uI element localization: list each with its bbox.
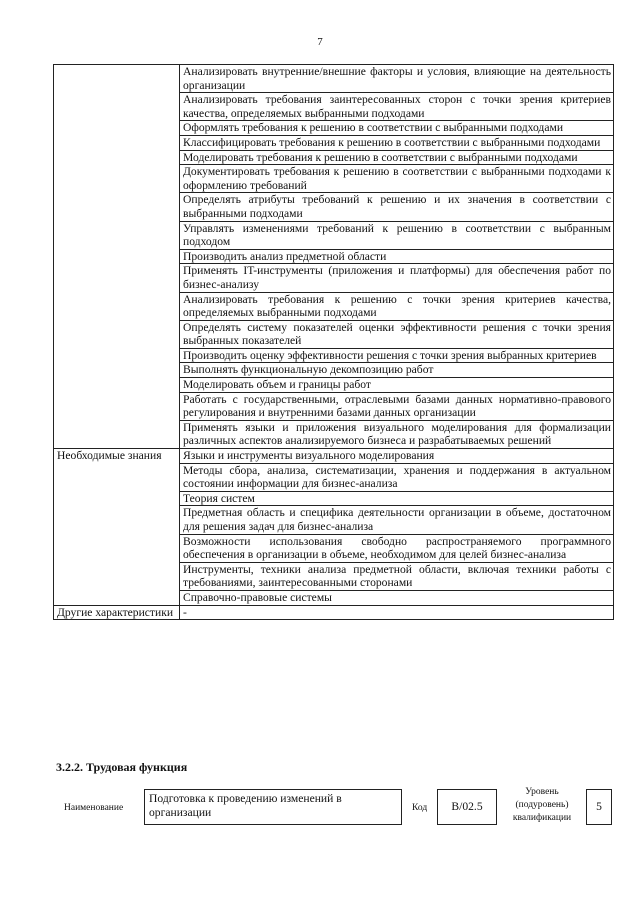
knowledge-item: Возможности использования свободно распространяемого программного обеспечения в организации в объеме, необходимом для целей бизнес-анализа: [180, 534, 614, 562]
skill-item: Применять языки и приложения визуального моделирования для формализации различных аспектов анализируемого бизнеса и разрабатываемых решений: [180, 420, 614, 448]
skill-row: [54, 65, 614, 93]
name-value: Подготовка к проведению изменений в организации: [144, 789, 402, 825]
name-label: Наименование: [64, 803, 124, 813]
skill-item: Производить оценку эффективности решения с точки зрения выбранных критериев: [180, 348, 614, 363]
code-label: Код: [412, 803, 428, 813]
knowledge-label: Необходимые знания: [54, 449, 180, 606]
level-label: Уровень (подуровень) квалификации: [512, 787, 572, 823]
knowledge-item: Предметная область и специфика деятельности организации в объеме, достаточном для решения задач для бизнес-анализа: [180, 506, 614, 534]
labor-function-header: [56, 786, 616, 830]
skill-item: Анализировать требования заинтересованных сторон с точки зрения критериев качества, определяемых выбранными подходами: [180, 93, 614, 121]
knowledge-item: Методы сбора, анализа, систематизации, хранения и поддержания в актуальном состоянии информации для бизнес-анализа: [180, 463, 614, 491]
skill-item: Работать с государственными, отраслевыми базами данных нормативно-правового регулирования и внутренними базами данных организации: [180, 392, 614, 420]
other-value: -: [180, 605, 614, 620]
knowledge-item: Теория систем: [180, 491, 614, 506]
level-value: 5: [586, 789, 612, 825]
knowledge-item: Справочно-правовые системы: [180, 590, 614, 605]
knowledge-item: Языки и инструменты визуального моделирования: [180, 449, 614, 464]
page-number: 7: [317, 36, 323, 48]
skill-item: Документировать требования к решению в соответствии с выбранными подходами к оформлению требований: [180, 165, 614, 193]
skill-item: Определять атрибуты требований к решению и их значения в соответствии с выбранными подходами: [180, 193, 614, 221]
competency-table: [53, 64, 614, 620]
skills-label-cell: [54, 65, 180, 449]
skill-item: Анализировать требования к решению с точки зрения критериев качества, определяемых выбранными подходами: [180, 292, 614, 320]
skill-item: Моделировать требования к решению в соответствии с выбранными подходами: [180, 150, 614, 165]
skill-item: Применять IT-инструменты (приложения и платформы) для обеспечения работ по бизнес-анализу: [180, 264, 614, 292]
knowledge-item: Инструменты, техники анализа предметной области, включая техники работы с требованиями, заинтересованными сторонами: [180, 562, 614, 590]
skill-item: Управлять изменениями требований к решению в соответствии с выбранным подходом: [180, 221, 614, 249]
skill-item: Производить анализ предметной области: [180, 249, 614, 264]
skill-item: Моделировать объем и границы работ: [180, 378, 614, 393]
skill-item: Классифицировать требования к решению в соответствии с выбранными подходами: [180, 135, 614, 150]
skill-item: Оформлять требования к решению в соответствии с выбранными подходами: [180, 121, 614, 136]
skill-item: Анализировать внутренние/внешние факторы и условия, влияющие на деятельность организации: [180, 65, 614, 93]
other-row: [54, 605, 614, 620]
other-label: Другие характеристики: [54, 605, 180, 620]
skill-item: Определять систему показателей оценки эффективности решения с точки зрения выбранных показателей: [180, 320, 614, 348]
code-value: B/02.5: [437, 789, 497, 825]
skill-item: Выполнять функциональную декомпозицию работ: [180, 363, 614, 378]
section-title: 3.2.2. Трудовая функция: [56, 760, 188, 774]
knowledge-row: [54, 449, 614, 464]
